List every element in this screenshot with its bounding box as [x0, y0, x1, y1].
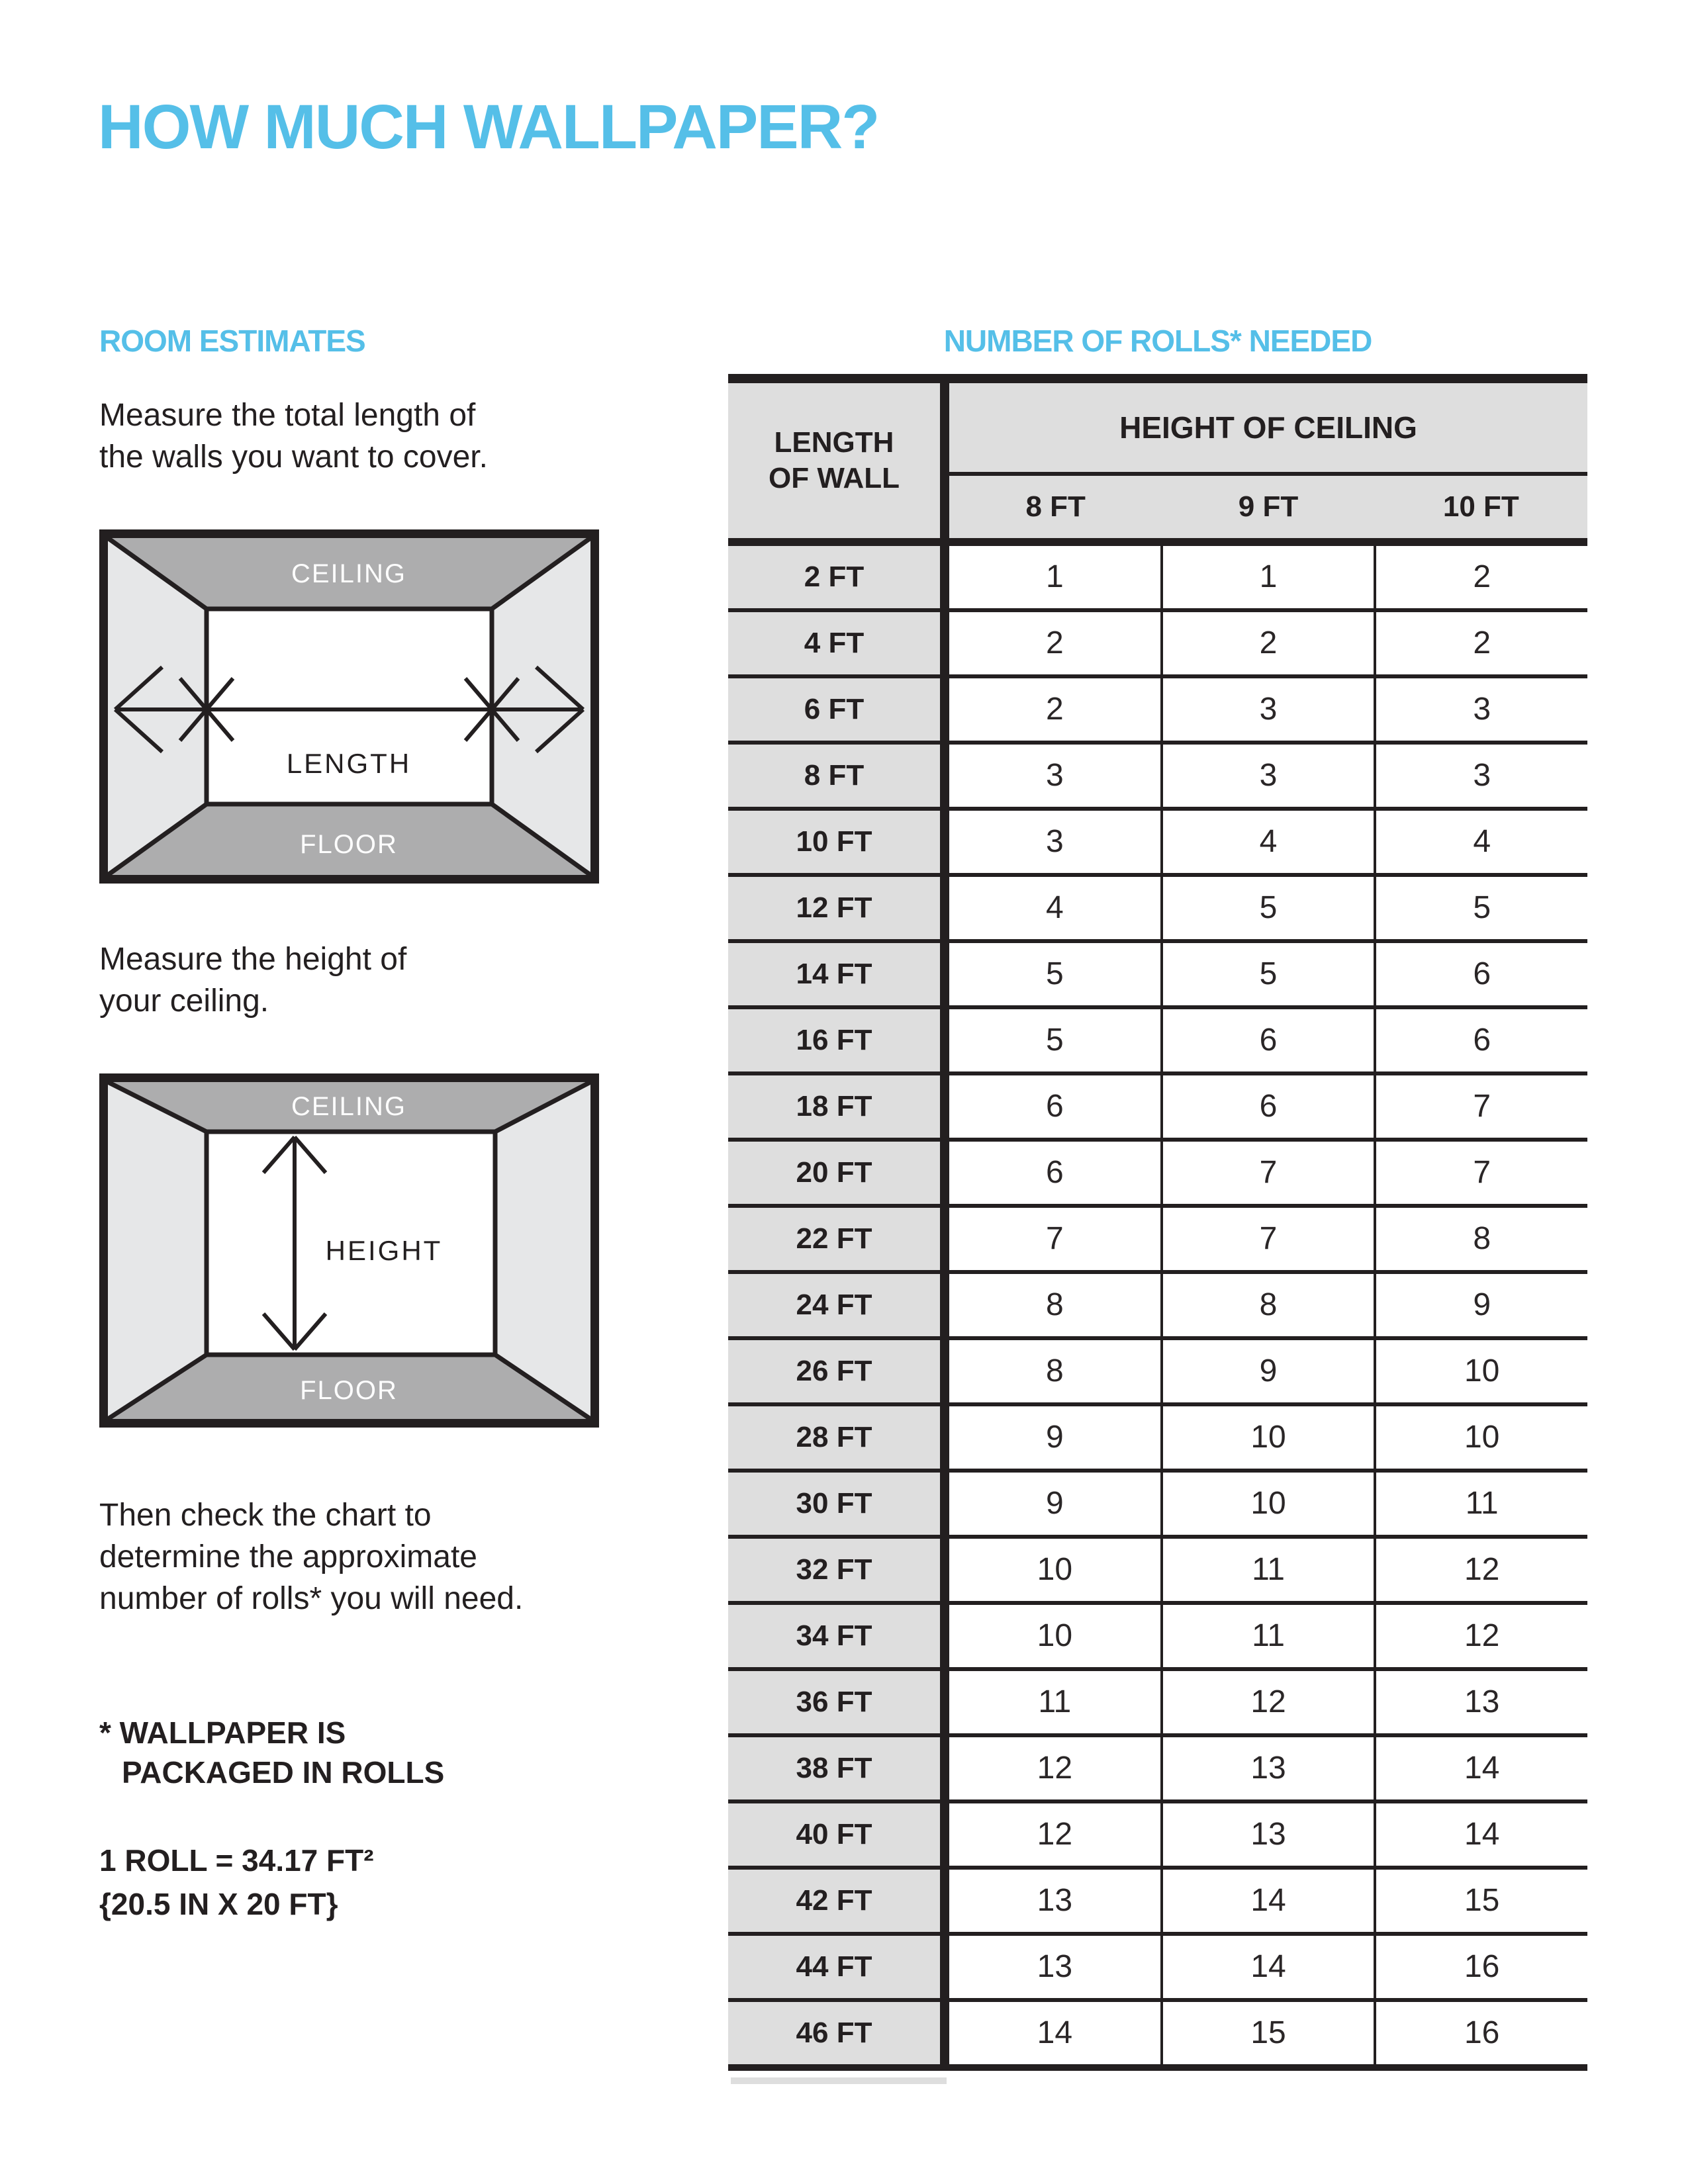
rolls-9ft-cell: 11 — [1160, 1605, 1374, 1667]
rolls-10ft-cell: 11 — [1374, 1473, 1587, 1535]
rolls-10ft-cell: 13 — [1374, 1671, 1587, 1733]
row-length-label: 22 FT — [728, 1208, 949, 1270]
table-row — [728, 741, 1587, 807]
length-of-wall-header — [728, 383, 949, 538]
rolls-10ft-cell: 10 — [1374, 1406, 1587, 1469]
table-row — [728, 1469, 1587, 1535]
table-row — [728, 939, 1587, 1005]
rolls-10ft-cell: 12 — [1374, 1605, 1587, 1667]
row-length-label: 38 FT — [728, 1737, 949, 1799]
rolls-10ft-cell: 10 — [1374, 1340, 1587, 1402]
rolls-9ft-cell: 2 — [1160, 612, 1374, 674]
rolls-9ft-cell: 3 — [1160, 745, 1374, 807]
rolls-10ft-cell: 2 — [1374, 612, 1587, 674]
rolls-9ft-cell: 14 — [1160, 1870, 1374, 1932]
rolls-needed-heading: NUMBER OF ROLLS* NEEDED — [943, 324, 1372, 358]
row-length-label: 36 FT — [728, 1671, 949, 1733]
rolls-10ft-cell: 8 — [1374, 1208, 1587, 1270]
length-measure-label: LENGTH — [286, 748, 412, 779]
table-row — [728, 1336, 1587, 1402]
rolls-10ft-cell: 4 — [1374, 811, 1587, 873]
rolls-8ft-cell: 10 — [949, 1605, 1160, 1667]
floor-label: FLOOR — [300, 830, 398, 859]
row-length-label: 10 FT — [728, 811, 949, 873]
rolls-8ft-cell: 9 — [949, 1406, 1160, 1469]
table-row — [728, 1138, 1587, 1204]
rolls-8ft-cell: 11 — [949, 1671, 1160, 1733]
rolls-10ft-cell: 3 — [1374, 745, 1587, 807]
rolls-8ft-cell: 1 — [949, 546, 1160, 608]
ceiling-label: CEILING — [291, 559, 407, 588]
rolls-9ft-cell: 7 — [1160, 1208, 1374, 1270]
rolls-8ft-cell: 12 — [949, 1737, 1160, 1799]
table-row — [728, 1402, 1587, 1469]
rolls-10ft-cell: 3 — [1374, 678, 1587, 741]
row-length-label: 46 FT — [728, 2002, 949, 2064]
row-length-label: 8 FT — [728, 745, 949, 807]
instruction-height — [99, 938, 406, 1022]
table-row — [728, 1601, 1587, 1667]
footnote-line1: * WALLPAPER IS — [99, 1715, 346, 1750]
rolls-10ft-cell: 14 — [1374, 1803, 1587, 1866]
instruction-chart — [99, 1494, 523, 1619]
rolls-10ft-cell: 12 — [1374, 1539, 1587, 1601]
label-column-bottom-tab — [731, 2077, 947, 2084]
rolls-8ft-cell: 3 — [949, 745, 1160, 807]
table-header — [728, 383, 1587, 546]
rolls-9ft-cell: 5 — [1160, 877, 1374, 939]
wallpaper-footnote — [99, 1713, 444, 1792]
row-length-label: 42 FT — [728, 1870, 949, 1932]
rolls-8ft-cell: 12 — [949, 1803, 1160, 1866]
table-top-bar — [728, 374, 1587, 383]
row-length-label: 24 FT — [728, 1274, 949, 1336]
room-estimates-heading: ROOM ESTIMATES — [99, 324, 365, 358]
rolls-10ft-cell: 15 — [1374, 1870, 1587, 1932]
rolls-8ft-cell: 9 — [949, 1473, 1160, 1535]
ceiling-label: CEILING — [291, 1092, 407, 1121]
row-length-label: 16 FT — [728, 1009, 949, 1071]
row-length-label: 18 FT — [728, 1075, 949, 1138]
col-header-10ft: 10 FT — [1442, 490, 1519, 523]
rolls-10ft-cell: 9 — [1374, 1274, 1587, 1336]
instruction-length — [99, 394, 488, 478]
rolls-9ft-cell: 6 — [1160, 1009, 1374, 1071]
row-length-label: 28 FT — [728, 1406, 949, 1469]
footnote-line2: PACKAGED IN ROLLS — [122, 1755, 445, 1790]
instruction-height-line1: Measure the height of — [99, 942, 407, 977]
table-row — [728, 1799, 1587, 1866]
rolls-10ft-cell: 2 — [1374, 546, 1587, 608]
rolls-8ft-cell: 14 — [949, 2002, 1160, 2064]
rolls-9ft-cell: 14 — [1160, 1936, 1374, 1998]
rolls-8ft-cell: 5 — [949, 1009, 1160, 1071]
ceiling-height-subheaders — [949, 476, 1587, 538]
rolls-8ft-cell: 2 — [949, 612, 1160, 674]
table-row — [728, 873, 1587, 939]
table-row — [728, 1667, 1587, 1733]
instruction-length-line2: the walls you want to cover. — [99, 439, 488, 475]
roll-size-info — [99, 1839, 374, 1926]
row-length-label: 20 FT — [728, 1142, 949, 1204]
rolls-8ft-cell: 13 — [949, 1870, 1160, 1932]
col-header-9ft: 9 FT — [1238, 490, 1299, 523]
table-row — [728, 1998, 1587, 2064]
rolls-10ft-cell: 16 — [1374, 2002, 1587, 2064]
row-length-label: 2 FT — [728, 546, 949, 608]
instruction-chart-line2: determine the approximate — [99, 1539, 477, 1574]
length-of-wall-line1: LENGTH — [774, 426, 894, 459]
rolls-8ft-cell: 4 — [949, 877, 1160, 939]
table-row — [728, 1733, 1587, 1799]
row-length-label: 4 FT — [728, 612, 949, 674]
table-row — [728, 1866, 1587, 1932]
rolls-8ft-cell: 7 — [949, 1208, 1160, 1270]
rolls-8ft-cell: 10 — [949, 1539, 1160, 1601]
rolls-9ft-cell: 8 — [1160, 1274, 1374, 1336]
table-row — [728, 546, 1587, 608]
rolls-10ft-cell: 6 — [1374, 1009, 1587, 1071]
row-length-label: 32 FT — [728, 1539, 949, 1601]
rolls-table — [728, 374, 1587, 2071]
rolls-8ft-cell: 8 — [949, 1340, 1160, 1402]
height-room-diagram — [99, 1073, 599, 1428]
row-length-label: 12 FT — [728, 877, 949, 939]
rolls-8ft-cell: 6 — [949, 1075, 1160, 1138]
roll-area-line: 1 ROLL = 34.17 FT² — [99, 1843, 374, 1878]
length-of-wall-line2: OF WALL — [769, 462, 900, 494]
rolls-9ft-cell: 10 — [1160, 1406, 1374, 1469]
rolls-9ft-cell: 4 — [1160, 811, 1374, 873]
rolls-9ft-cell: 10 — [1160, 1473, 1374, 1535]
rolls-10ft-cell: 7 — [1374, 1142, 1587, 1204]
rolls-8ft-cell: 8 — [949, 1274, 1160, 1336]
rolls-8ft-cell: 6 — [949, 1142, 1160, 1204]
table-row — [728, 1204, 1587, 1270]
table-row — [728, 674, 1587, 741]
rolls-8ft-cell: 3 — [949, 811, 1160, 873]
rolls-9ft-cell: 9 — [1160, 1340, 1374, 1402]
length-room-diagram — [99, 529, 599, 884]
rolls-10ft-cell: 16 — [1374, 1936, 1587, 1998]
rolls-9ft-cell: 5 — [1160, 943, 1374, 1005]
rolls-10ft-cell: 6 — [1374, 943, 1587, 1005]
row-length-label: 44 FT — [728, 1936, 949, 1998]
page-title: HOW MUCH WALLPAPER? — [98, 92, 879, 162]
rolls-10ft-cell: 5 — [1374, 877, 1587, 939]
rolls-8ft-cell: 2 — [949, 678, 1160, 741]
row-length-label: 40 FT — [728, 1803, 949, 1866]
rolls-10ft-cell: 7 — [1374, 1075, 1587, 1138]
row-length-label: 14 FT — [728, 943, 949, 1005]
height-measure-label: HEIGHT — [325, 1235, 443, 1266]
row-length-label: 26 FT — [728, 1340, 949, 1402]
height-of-ceiling-header: HEIGHT OF CEILING — [949, 383, 1587, 476]
instruction-length-line1: Measure the total length of — [99, 398, 476, 433]
rolls-9ft-cell: 6 — [1160, 1075, 1374, 1138]
row-length-label: 6 FT — [728, 678, 949, 741]
table-body — [728, 546, 1587, 2071]
instruction-chart-line3: number of rolls* you will need. — [99, 1581, 524, 1616]
col-header-8ft: 8 FT — [1025, 490, 1086, 523]
ceiling-height-header-group — [949, 383, 1587, 538]
floor-label: FLOOR — [300, 1376, 398, 1405]
instruction-chart-line1: Then check the chart to — [99, 1498, 432, 1533]
rolls-9ft-cell: 13 — [1160, 1737, 1374, 1799]
table-row — [728, 1005, 1587, 1071]
rolls-9ft-cell: 3 — [1160, 678, 1374, 741]
rolls-9ft-cell: 12 — [1160, 1671, 1374, 1733]
table-row — [728, 1270, 1587, 1336]
rolls-8ft-cell: 5 — [949, 943, 1160, 1005]
row-length-label: 30 FT — [728, 1473, 949, 1535]
table-row — [728, 807, 1587, 873]
rolls-9ft-cell: 13 — [1160, 1803, 1374, 1866]
table-row — [728, 1071, 1587, 1138]
roll-dimensions-line: {20.5 IN X 20 FT} — [99, 1887, 338, 1921]
rolls-9ft-cell: 7 — [1160, 1142, 1374, 1204]
rolls-8ft-cell: 13 — [949, 1936, 1160, 1998]
rolls-10ft-cell: 14 — [1374, 1737, 1587, 1799]
row-length-label: 34 FT — [728, 1605, 949, 1667]
table-row — [728, 1932, 1587, 1998]
table-row — [728, 608, 1587, 674]
rolls-9ft-cell: 15 — [1160, 2002, 1374, 2064]
table-row — [728, 1535, 1587, 1601]
instruction-height-line2: your ceiling. — [99, 983, 269, 1019]
rolls-9ft-cell: 11 — [1160, 1539, 1374, 1601]
rolls-9ft-cell: 1 — [1160, 546, 1374, 608]
